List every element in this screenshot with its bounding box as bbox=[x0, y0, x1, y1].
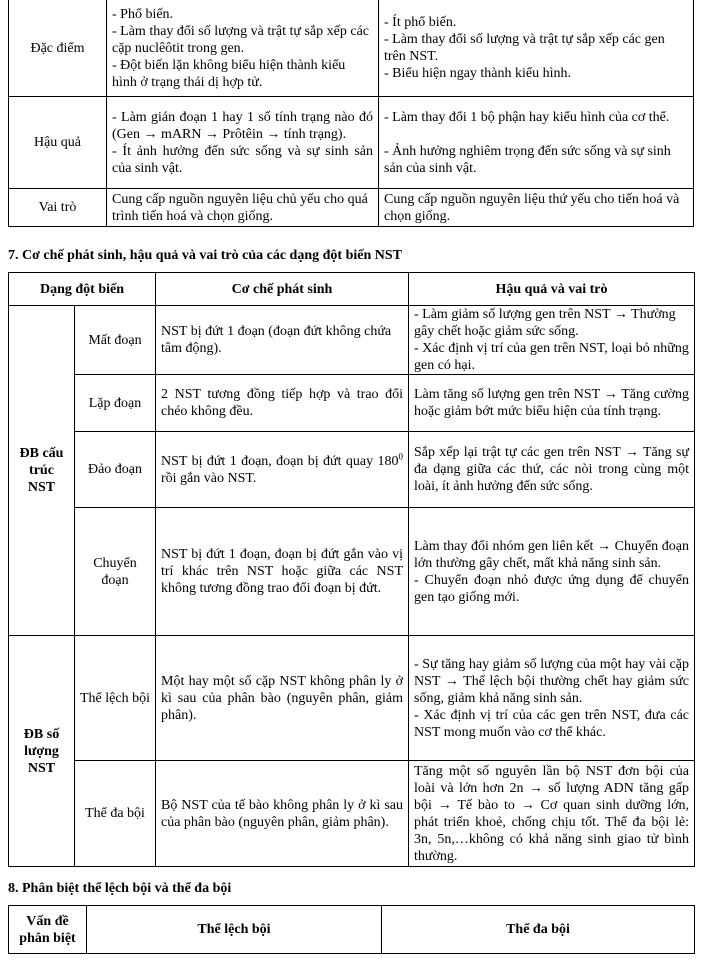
text-line: - Phổ biến. bbox=[112, 6, 174, 22]
table-row bbox=[9, 189, 694, 227]
table-row bbox=[9, 375, 695, 432]
group-label-quantity: ĐB số lượng NST bbox=[9, 636, 75, 867]
nst-cell bbox=[379, 97, 694, 189]
text-line: - Xác định vị trí của gen trên NST, loại bỏ những gen có hại. bbox=[414, 341, 689, 373]
mech-text: NST bị đứt 1 đoạn, đoạn bị đứt quay 180 bbox=[161, 453, 399, 469]
table-row bbox=[9, 0, 694, 97]
table-mutation-comparison bbox=[8, 0, 694, 227]
mutation-type: Thể lệch bội bbox=[75, 636, 156, 761]
table-nst-mutations bbox=[8, 272, 695, 867]
text-line: - Làm thay đổi số lượng và trật tự sắp xếp các gen trên NST. bbox=[384, 32, 665, 64]
table-header-row bbox=[9, 273, 695, 306]
text-line: - Làm giảm số lượng gen trên NST → Thường gây chết hoặc giảm sức sống. bbox=[414, 307, 676, 339]
text-line: - Đột biến lặn không biểu hiện thành kiểu hình ở trạng thái dị hợp tử. bbox=[112, 57, 346, 90]
effect-cell: Sắp xếp lại trật tự các gen trên NST → Tăng sự đa dạng giữa các thứ, các nòi trong cùng một loài, ít ảnh hưởng đến sức sống. bbox=[409, 432, 695, 508]
table-row bbox=[9, 761, 695, 867]
text-line: - Ít phổ biến. bbox=[384, 15, 457, 30]
row-label: Hậu quả bbox=[9, 97, 107, 189]
mutation-type: Chuyển đoạn bbox=[75, 508, 156, 636]
mechanism-cell bbox=[156, 432, 409, 508]
text-line: - Chuyển đoạn nhỏ được ứng dụng để chuyển gen tạo giống mới. bbox=[414, 572, 689, 605]
mechanism-cell: Một hay một số cặp NST không phân ly ở kì sau của phân bào (nguyên phân, giảm phân). bbox=[156, 636, 409, 761]
table-row bbox=[9, 636, 695, 761]
row-label: Đặc điểm bbox=[9, 0, 107, 97]
effect-cell bbox=[409, 508, 695, 636]
table-aneuploid-vs-polyploid bbox=[8, 905, 695, 954]
table-row bbox=[9, 97, 694, 189]
mech-text: rồi gắn vào NST. bbox=[161, 470, 257, 486]
text-line: - Làm thay đổi số lượng và trật tự sắp xếp các cặp nuclêôtit trong gen. bbox=[112, 23, 370, 56]
effect-cell: Tăng một số nguyên lần bộ NST đơn bội của loài và lớn hơn 2n → số lượng ADN tăng gấp bội → Tế bào to → Cơ quan sinh dưỡng lớn, phát triển khoẻ, chống chịu tốt. Thể đa bội lẻ: 3n, 5n,…không có khả năng sinh giao tử bình thường. bbox=[409, 761, 695, 867]
effect-cell: Làm tăng số lượng gen trên NST → Tăng cường hoặc giảm bớt mức biểu hiện của tính trạng. bbox=[409, 375, 695, 432]
text-line: - Ảnh hưởng nghiêm trọng đến sức sống và sự sinh sản của sinh vật. bbox=[384, 143, 671, 176]
section-8-heading: 8. Phân biệt thể lệch bội và thể đa bội bbox=[8, 881, 232, 896]
table-row bbox=[9, 432, 695, 508]
gene-cell: Cung cấp nguồn nguyên liệu chủ yếu cho quá trình tiến hoá và chọn giống. bbox=[107, 189, 379, 227]
mechanism-cell: NST bị đứt 1 đoạn, đoạn bị đứt gắn vào vị trí khác trên NST hoặc giữa các NST không tương đồng trao đổi đoạn bị đứt. bbox=[156, 508, 409, 636]
gene-cell bbox=[107, 0, 379, 97]
text-line: - Làm thay đổi 1 bộ phận hay kiểu hình của cơ thể. bbox=[384, 109, 670, 125]
mutation-type: Mất đoạn bbox=[75, 306, 156, 375]
effect-cell bbox=[409, 636, 695, 761]
degree-superscript: 0 bbox=[398, 450, 403, 461]
mutation-type: Thể đa bội bbox=[75, 761, 156, 867]
table-header-row bbox=[9, 906, 695, 954]
header-issue: Vấn đề phân biệt bbox=[9, 906, 87, 954]
effect-cell bbox=[409, 306, 695, 375]
mechanism-cell: 2 NST tương đồng tiếp hợp và trao đổi chéo không đều. bbox=[156, 375, 409, 432]
text-line: - Làm gián đoạn 1 hay 1 số tính trạng nào đó (Gen → mARN → Prôtêin → tính trạng). bbox=[112, 109, 373, 142]
group-label-structure: ĐB cấu trúc NST bbox=[9, 306, 75, 636]
table-row bbox=[9, 306, 695, 375]
text-line: - Sự tăng hay giảm số lượng của một hay vài cặp NST → Thể lệch bội thường chết hay giảm sức sống, giảm khả năng sinh sản. bbox=[414, 656, 689, 706]
mutation-type: Lặp đoạn bbox=[75, 375, 156, 432]
nst-cell bbox=[379, 0, 694, 97]
header-mechanism: Cơ chế phát sinh bbox=[156, 273, 409, 306]
nst-cell: Cung cấp nguồn nguyên liệu thứ yếu cho tiến hoá và chọn giống. bbox=[379, 189, 694, 227]
header-aneuploid: Thể lệch bội bbox=[87, 906, 382, 954]
mutation-type: Đảo đoạn bbox=[75, 432, 156, 508]
header-polyploid: Thể đa bội bbox=[382, 906, 695, 954]
text-line: Làm thay đổi nhóm gen liên kết → Chuyển đoạn lớn thường gây chết, mất khả năng sinh sản. bbox=[414, 538, 689, 571]
text-line: - Ít ảnh hưởng đến sức sống và sự sinh sản của sinh vật. bbox=[112, 143, 373, 176]
section-7-heading: 7. Cơ chế phát sinh, hậu quả và vai trò của các dạng đột biến NST bbox=[8, 248, 402, 263]
text-line: - Biểu hiện ngay thành kiểu hình. bbox=[384, 66, 572, 81]
mechanism-cell: NST bị đứt 1 đoạn (đoạn đứt không chứa tâm động). bbox=[156, 306, 409, 375]
header-effect: Hậu quả và vai trò bbox=[409, 273, 695, 306]
text-line: - Xác định vị trí của các gen trên NST, đưa các NST mong muốn vào cơ thể khác. bbox=[414, 707, 689, 740]
table-row bbox=[9, 508, 695, 636]
mechanism-cell: Bộ NST của tế bào không phân ly ở kì sau của phân bào (nguyên phân, giảm phân). bbox=[156, 761, 409, 867]
header-type: Dạng đột biến bbox=[9, 273, 156, 306]
row-label: Vai trò bbox=[9, 189, 107, 227]
gene-cell bbox=[107, 97, 379, 189]
